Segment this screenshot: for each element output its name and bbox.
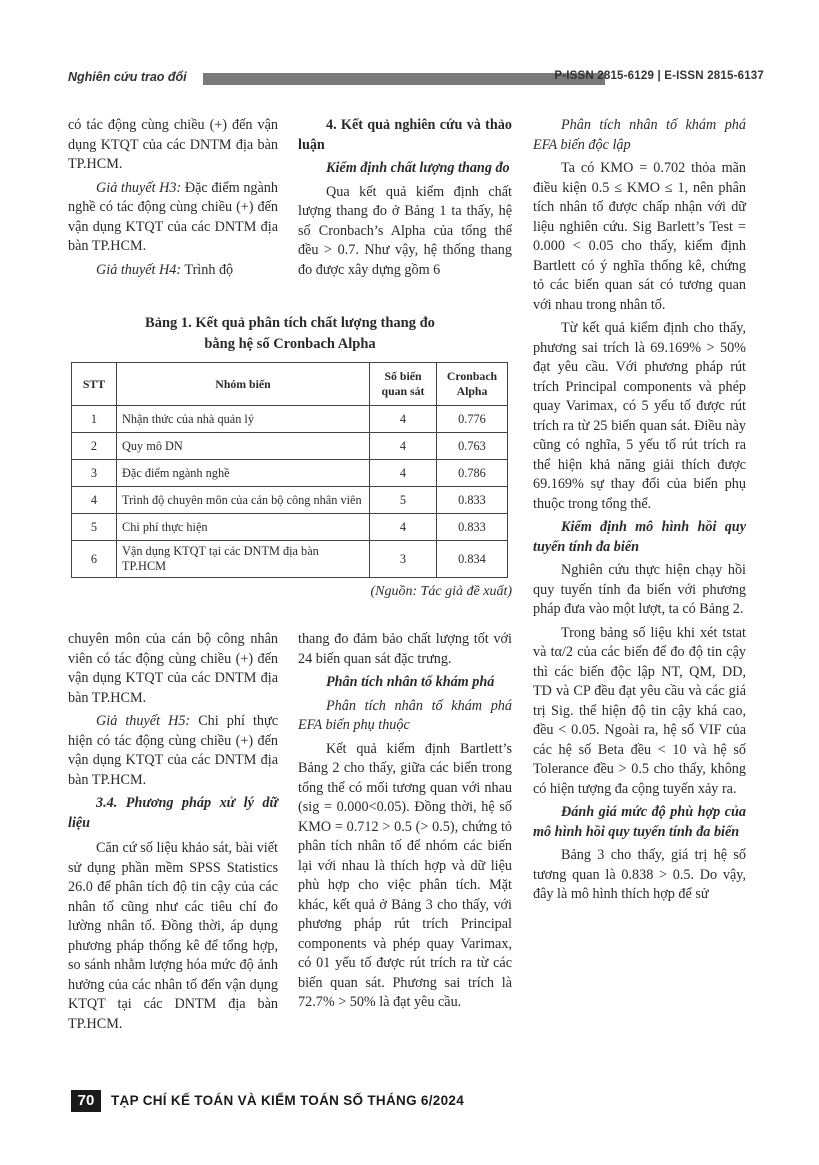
hypothesis-label: Giả thuyết H4: — [96, 261, 182, 278]
header-cell: Cronbach Alpha — [437, 363, 508, 406]
hypothesis-h5 — [68, 712, 278, 790]
table-row — [72, 406, 508, 433]
table-cell: 0.763 — [437, 433, 508, 460]
table-cell: 0.834 — [437, 541, 508, 578]
table-cell: 0.776 — [437, 406, 508, 433]
table-cell: 3 — [370, 541, 437, 578]
table-cell: Đặc điểm ngành nghề — [117, 460, 370, 487]
results-table — [71, 362, 508, 578]
header-cell: Số biến quan sát — [370, 363, 437, 406]
table-row — [72, 487, 508, 514]
table-source: (Nguồn: Tác giả đề xuất) — [370, 584, 512, 599]
hypothesis-text: Đặc điểm ngành nghề có tác động cùng chiều (+) đến vận dụng KTQT của các DNTM địa bàn TP.HCM. — [68, 179, 278, 254]
column-right — [533, 116, 746, 909]
table-row — [72, 514, 508, 541]
page-header — [68, 68, 764, 92]
table-row — [72, 460, 508, 487]
paragraph: Căn cứ số liệu khảo sát, bài viết sử dụng phần mềm SPSS Statistics 26.0 để phân tích độ tin cậy của các nhân tố cũng như các tiêu chí đo lường nhân tố. Đồng thời, áp dụng phương pháp thống kê để tổng hợp, so sánh nhằm lượng hóa mức độ ảnh hưởng của các nhân tố đến vận dụng KTQT tại các DNTM địa bàn TP.HCM. — [68, 840, 278, 1032]
subsection-heading: Phân tích nhân tố khám phá EFA biến độc lập — [533, 117, 746, 153]
hypothesis-h3 — [68, 179, 278, 257]
table-cell: 3 — [72, 460, 117, 487]
section-heading: Đánh giá mức độ phù hợp của mô hình hồi quy tuyến tính đa biến — [533, 804, 746, 840]
header-bar — [203, 73, 605, 85]
paragraph: Từ kết quả kiểm định cho thấy, phương sai trích là 69.169% > 50% đạt yêu cầu. Với phương pháp rút trích Principal components và phép quay Varimax, có 5 yếu tố được rút trích ra từ 25 biến quan sát. Điều này cũng có nghĩa, 5 yếu tố rút trích ra thể hiện khả năng giải thích được 69.169% sự thay đổi của biến phụ thuộc trong tổng thể. — [533, 320, 746, 512]
table-cell: Trình độ chuyên môn của cán bộ công nhân viên — [117, 487, 370, 514]
section-heading: Phân tích nhân tố khám phá — [326, 674, 495, 690]
subsection-heading: Phân tích nhân tố khám phá EFA biến phụ thuộc — [298, 697, 512, 733]
issn-label: P-ISSN 2815-6129 | E-ISSN 2815-6137 — [554, 70, 764, 82]
table-cell: 0.833 — [437, 514, 508, 541]
table-cell: Chi phí thực hiện — [117, 514, 370, 541]
table-cell: Vận dụng KTQT tại các DNTM địa bàn TP.HCM — [117, 541, 370, 578]
table-cell: 0.833 — [437, 487, 508, 514]
table-cell: 4 — [370, 433, 437, 460]
header-cell: Nhóm biến — [117, 363, 370, 406]
header-cell: STT — [72, 363, 117, 406]
table-cell: 4 — [370, 514, 437, 541]
table-cell: 4 — [370, 460, 437, 487]
paragraph: có tác động cùng chiều (+) đến vận dụng KTQT của các DNTM địa bàn TP.HCM. — [68, 117, 278, 172]
table-cell: 5 — [72, 514, 117, 541]
section-heading: 3.4. Phương pháp xử lý dữ liệu — [68, 795, 278, 831]
section-title: Nghiên cứu trao đổi — [68, 70, 187, 84]
table-cell: 5 — [370, 487, 437, 514]
paragraph: Trong bảng số liệu khi xét tstat và tα/2 của các biến để đo độ tin cậy thì các biến độc lập NT, QM, DD, TD và CP đều đạt yêu cầu và các giá trị Sig. thể hiện độ tin cậy khá cao, đều < 0.05. Ngoài ra, hệ số VIF của các hệ số Beta đều < 10 và hệ số Tolerance đều > 0.5 cho thấy, không có hiện tượng đa cộng tuyến xảy ra. — [533, 624, 746, 797]
table-row — [72, 433, 508, 460]
column-middle-bottom — [298, 630, 512, 1017]
table-cell: 4 — [72, 487, 117, 514]
column-left-bottom — [68, 630, 278, 1038]
subsection-heading: Kiểm định chất lượng thang đo — [326, 160, 510, 176]
table-cell: Quy mô DN — [117, 433, 370, 460]
paragraph: Nghiên cứu thực hiện chạy hồi quy tuyến tính đa biến với phương pháp đưa vào một lượt, ta có Bảng 2. — [533, 562, 746, 617]
table-header-row — [72, 363, 508, 406]
paragraph: Qua kết quả kiểm định chất lượng thang đo ở Bảng 1 ta thấy, hệ số Cronbach’s Alpha của tổng thể đều > 0.7. Như vậy, hệ thống thang đo được xây dựng gồm 6 — [298, 183, 512, 278]
table-row — [72, 541, 508, 578]
paragraph: Kết quả kiểm định Bartlett’s Bảng 2 cho thấy, giữa các biến trong tổng thể có mối tương quan với nhau (sig = 0.000<0.05). Đồng thời, hệ số KMO = 0.712 > 0.5 (> 0.5), chứng tỏ phân tích nhân tố để nhóm các biến lại với nhau là thích hợp và dữ liệu phù hợp cho việc phân tích. Mặt khác, kết quả ở Bảng 3 cho thấy, với phương pháp rút trích Principal components và phép quay Varimax, có 01 yếu tố được rút trích ra từ các biến quan sát. Phương sai trích là 72.7% > 50% là đạt yêu cầu. — [298, 740, 512, 1010]
table-caption — [68, 313, 512, 355]
section-heading: 4. Kết quả nghiên cứu và thảo luận — [298, 117, 512, 153]
hypothesis-label: Giả thuyết H5: — [96, 713, 191, 729]
table-cell: 0.786 — [437, 460, 508, 487]
table-cell: 4 — [370, 406, 437, 433]
table-cell: 1 — [72, 406, 117, 433]
paragraph: chuyên môn của cán bộ công nhân viên có tác động cùng chiều (+) đến vận dụng KTQT của các DNTM địa bàn TP.HCM. — [68, 631, 278, 706]
paragraph: Bảng 3 cho thấy, giá trị hệ số tương quan là 0.838 > 0.5. Do vậy, đây là mô hình thích hợp để sử — [533, 847, 746, 902]
hypothesis-h4 — [68, 261, 278, 281]
hypothesis-text: Trình độ — [181, 261, 234, 278]
table-cell: Nhận thức của nhà quản lý — [117, 406, 370, 433]
hypothesis-label: Giả thuyết H3: — [96, 179, 182, 196]
page-footer — [71, 1090, 771, 1114]
column-middle-top — [298, 116, 512, 284]
paragraph: thang đo đảm bảo chất lượng tốt với 24 biến quan sát đặc trưng. — [298, 631, 512, 667]
table-cell: 2 — [72, 433, 117, 460]
page-number: 70 — [71, 1090, 101, 1112]
table-caption-line: Bảng 1. Kết quả phân tích chất lượng thang đo — [145, 315, 435, 331]
section-heading: Kiểm định mô hình hồi quy tuyến tính đa biến — [533, 519, 746, 555]
journal-name: TẠP CHÍ KẾ TOÁN VÀ KIỂM TOÁN SỐ THÁNG 6/2024 — [111, 1093, 465, 1108]
column-left-top — [68, 116, 278, 284]
table-cell: 6 — [72, 541, 117, 578]
table-caption-line: bằng hệ số Cronbach Alpha — [204, 336, 376, 352]
paragraph: Ta có KMO = 0.702 thỏa mãn điều kiện 0.5 ≤ KMO ≤ 1, nên phân tích nhân tố được chấp nhận với dữ liệu nghiên cứu. Sig Barlett’s Test = 0.000 < 0.05 cho thấy, kiểm định Bartlett có ý nghĩa thống kê, chứng tỏ các biến quan sát có tương quan với nhau trong nhân tố. — [533, 160, 746, 313]
hypothesis-text: Chi phí thực hiện có tác động cùng chiều (+) đến vận dụng KTQT của các DNTM địa bàn TP.HCM. — [68, 713, 279, 788]
